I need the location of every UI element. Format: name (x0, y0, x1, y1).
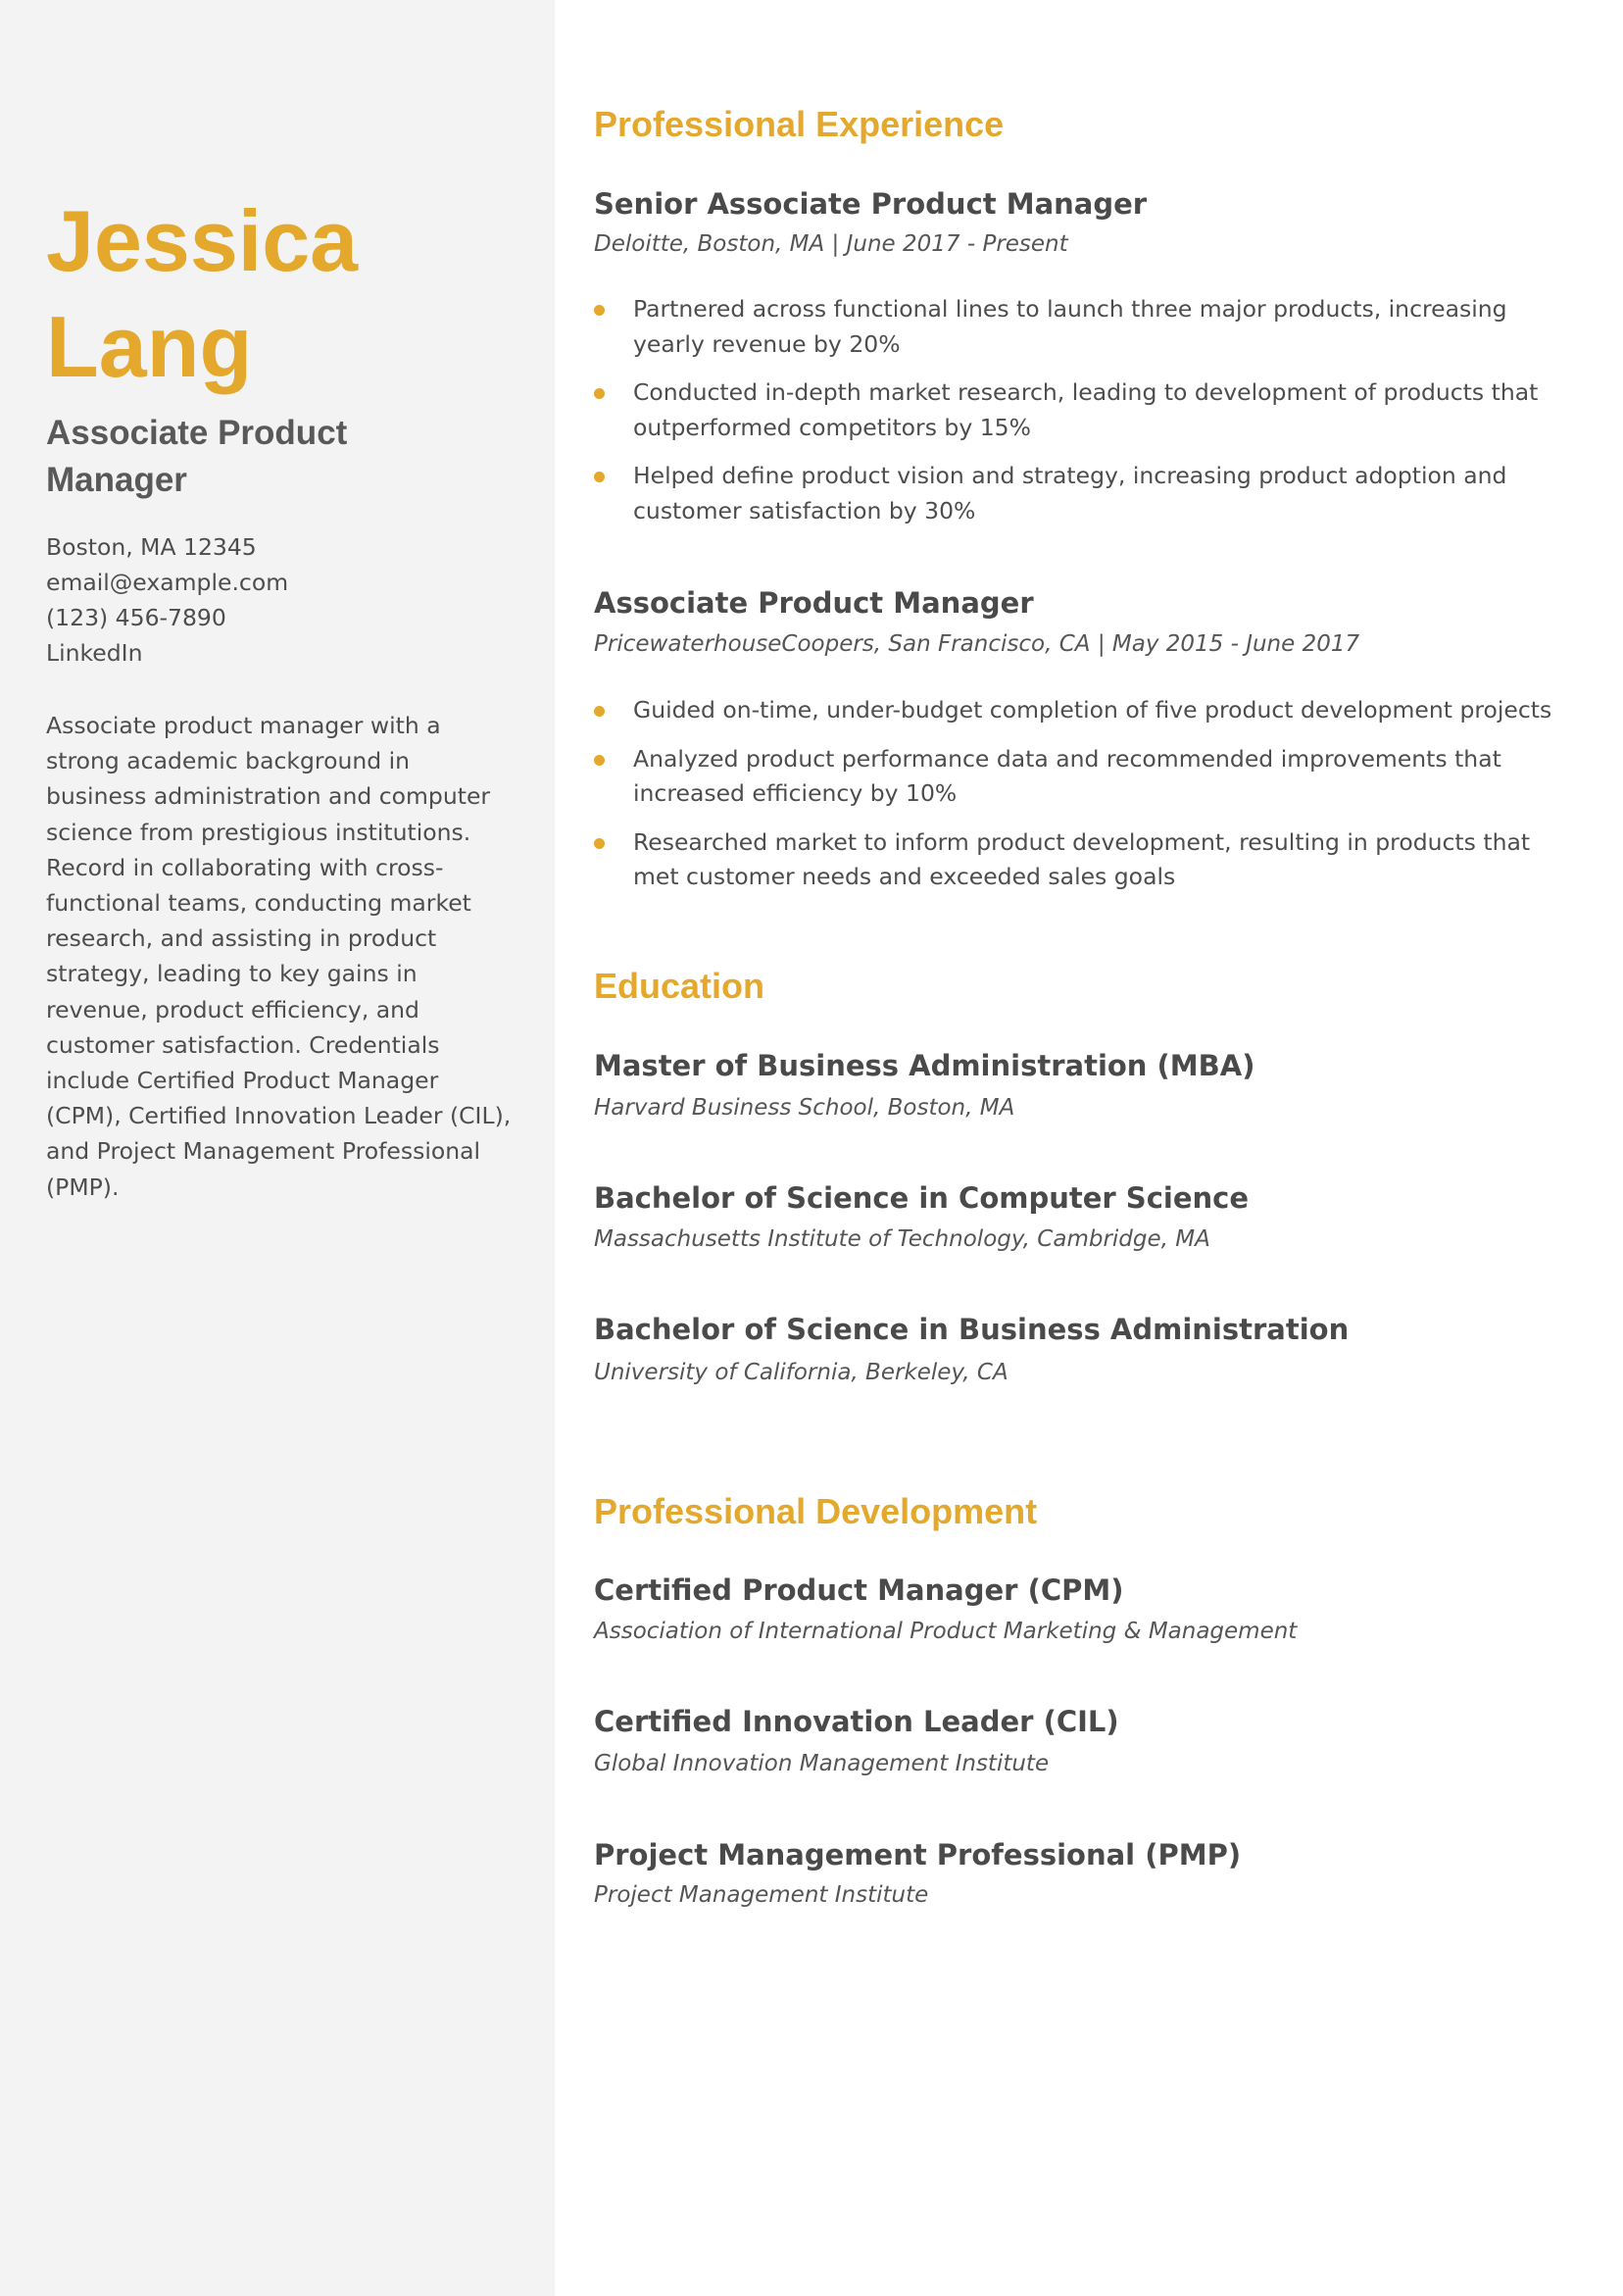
bullet-text: Partnered across functional lines to launch three major products, increasing yearly revenue by 20% (633, 295, 1507, 358)
candidate-name (46, 188, 516, 400)
contact-email: email@example.com (46, 569, 289, 596)
bullet-text: Conducted in-depth market research, leading to development of products that outperformed competitors by 15% (633, 378, 1539, 441)
last-name: Lang (46, 298, 253, 395)
list-item (594, 375, 1574, 445)
contact-list (46, 529, 288, 671)
development-title-1: Certified Product Manager (CPM) (594, 1573, 1124, 1607)
development-heading: Professional Development (594, 1491, 1038, 1531)
job-title-1: Senior Associate Product Manager (594, 187, 1148, 221)
contact-phone: (123) 456-7890 (46, 604, 226, 631)
bullet-text: Analyzed product performance data and recommended improvements that increased efficiency by 10% (633, 744, 1501, 807)
job-bullets-2 (594, 693, 1574, 909)
development-title-2: Certified Innovation Leader (CIL) (594, 1705, 1119, 1738)
education-heading: Education (594, 966, 765, 1006)
bullet-text: Guided on-time, under-budget completion of five product development projects (633, 696, 1552, 724)
list-item (594, 292, 1574, 362)
bullet-dot-icon (594, 755, 605, 766)
bullet-dot-icon (594, 305, 605, 316)
education-title-2: Bachelor of Science in Computer Science (594, 1181, 1249, 1215)
bullet-text: Researched market to inform product development, resulting in products that met customer needs and exceeded sales goals (633, 827, 1531, 890)
summary-paragraph: Associate product manager with a strong academic background in business administration and computer science from prestigious institutions. Record in collaborating with cross-functional teams, conducting market research, and assisting in product strategy, leading to key gains in revenue, product efficiency, and customer satisfaction. Credentials include Certified Product Manager (CPM), Certified Innovation Leader (CIL), and Project Management Professional (PMP). (46, 712, 512, 1201)
job-title: Associate Product Manager (46, 414, 348, 499)
contact-address: Boston, MA 12345 (46, 533, 257, 561)
education-title-1: Master of Business Administration (MBA) (594, 1049, 1255, 1082)
education-subtitle-1: Harvard Business School, Boston, MA (594, 1095, 1015, 1121)
bullet-dot-icon (594, 388, 605, 399)
list-item (594, 693, 1574, 728)
bullet-text: Helped define product vision and strategy, increasing product adoption and customer satisfaction by 30% (633, 462, 1507, 524)
development-subtitle-2: Global Innovation Management Institute (594, 1751, 1050, 1776)
first-name: Jessica (46, 192, 359, 289)
development-subtitle-3: Project Management Institute (594, 1882, 929, 1908)
experience-heading: Professional Experience (594, 104, 1005, 144)
bullet-dot-icon (594, 706, 605, 717)
list-item (594, 825, 1574, 895)
list-item (594, 459, 1574, 528)
job-subtitle-2: PricewaterhouseCoopers, San Francisco, CA | May 2015 - June 2017 (594, 631, 1360, 657)
job-bullets-1 (594, 292, 1574, 542)
list-item (594, 742, 1574, 812)
contact-linkedin: LinkedIn (46, 639, 143, 667)
development-title-3: Project Management Professional (PMP) (594, 1838, 1242, 1872)
sidebar (0, 0, 555, 2296)
bullet-dot-icon (594, 838, 605, 849)
job-title-2: Associate Product Manager (594, 586, 1034, 620)
education-subtitle-2: Massachusetts Institute of Technology, Cambridge, MA (594, 1226, 1210, 1252)
education-title-3: Bachelor of Science in Business Administration (594, 1313, 1350, 1346)
development-subtitle-1: Association of International Product Marketing & Management (594, 1619, 1298, 1644)
education-subtitle-3: University of California, Berkeley, CA (594, 1360, 1008, 1385)
job-subtitle-1: Deloitte, Boston, MA | June 2017 - Present (594, 231, 1068, 257)
bullet-dot-icon (594, 472, 605, 482)
